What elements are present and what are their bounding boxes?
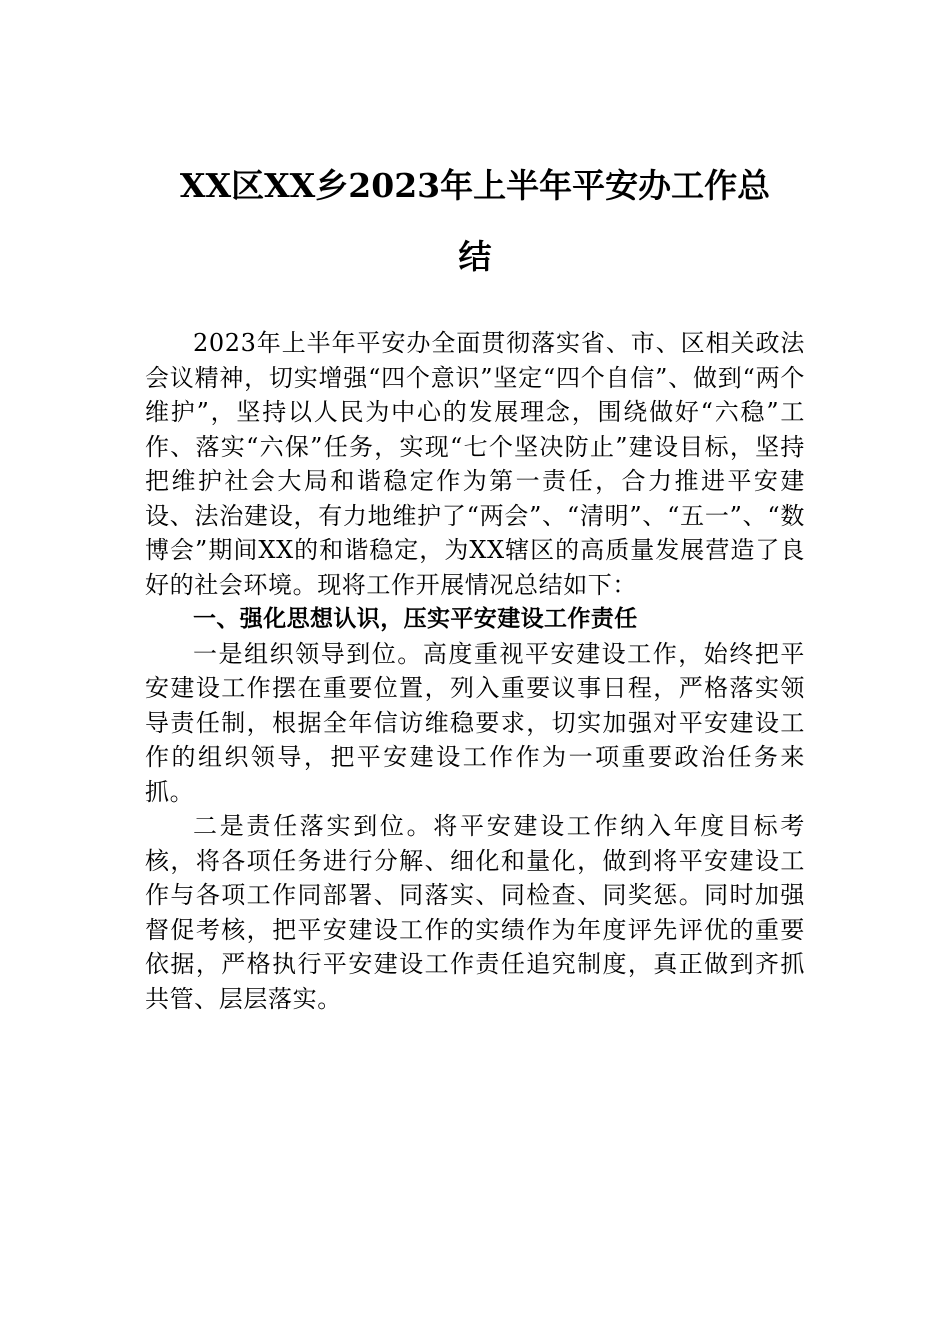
document-title-line-2: 结: [458, 237, 492, 276]
document-title-line-1: XX区XX乡2023年上半年平安办工作总: [179, 166, 771, 205]
intro-paragraph: 2023年上半年平安办全面贯彻落实省、市、区相关政法会议精神，切实增强“四个意识”坚定“四个自信”、做到“两个维护”，坚持以人民为中心的发展理念，围绕做好“六稳”工作、落实“六保”任务，实现“七个坚决防止”建设目标，坚持把维护社会大局和谐稳定作为第一责任，合力推进平安建设、法治建设，有力地维护了“两会”、“清明”、“五一”、“数博会”期间XX的和谐稳定，为XX辖区的高质量发展营造了良好的社会环境。现将工作开展情况总结如下：: [145, 329, 805, 599]
body-paragraph: 一是组织领导到位。高度重视平安建设工作，始终把平安建设工作摆在重要位置，列入重要议事日程，严格落实领导责任制，根据全年信访维稳要求，切实加强对平安建设工作的组织领导，把平安建设工作作为一项重要政治任务来抓。: [145, 639, 805, 806]
section-heading: 一、强化思想认识，压实平安建设工作责任: [193, 606, 638, 632]
document-body: [145, 326, 805, 1016]
body-paragraph: 二是责任落实到位。将平安建设工作纳入年度目标考核，将各项任务进行分解、细化和量化，做到将平安建设工作与各项工作同部署、同落实、同检查、同奖惩。同时加强督促考核，把平安建设工作的实绩作为年度评先评优的重要依据，严格执行平安建设工作责任追究制度，真正做到齐抓共管、层层落实。: [145, 812, 805, 1013]
